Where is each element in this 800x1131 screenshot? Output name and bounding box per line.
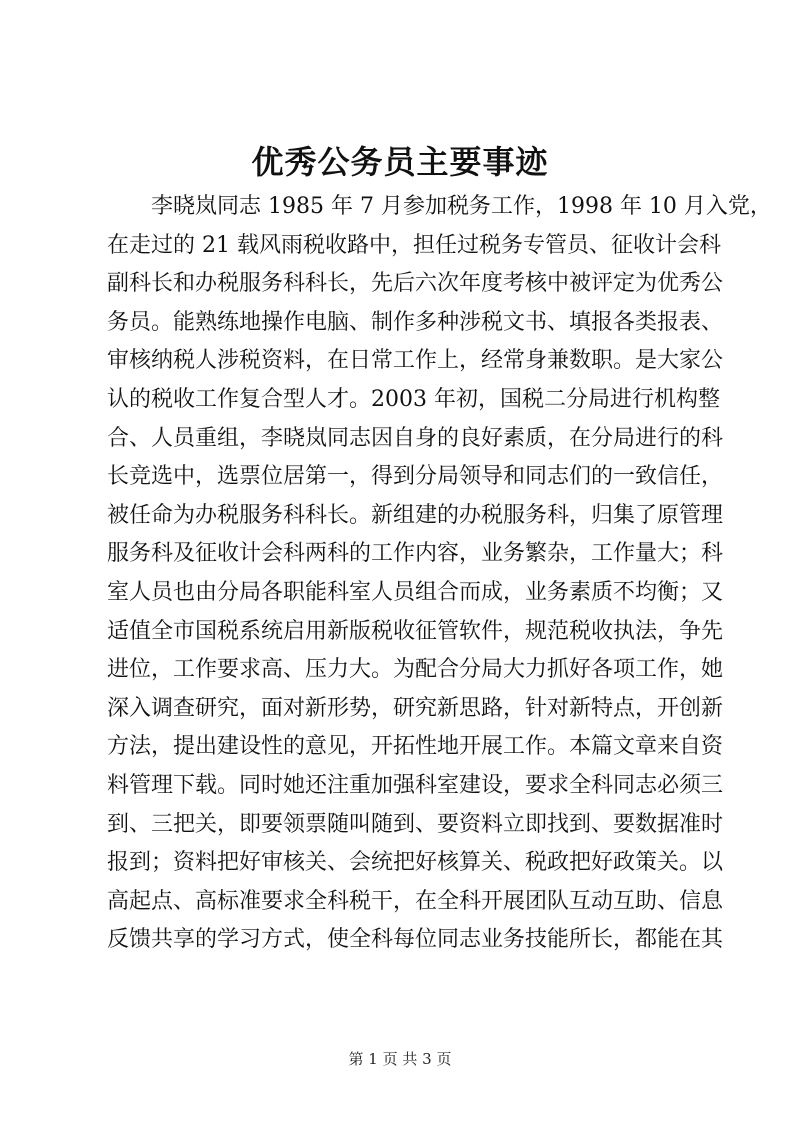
body-line: 服务科及征收计会科两科的工作内容，业务繁杂，工作量大；科: [107, 541, 724, 567]
body-line: 方法，提出建设性的意见，开拓性地开展工作。本篇文章来自资: [107, 734, 724, 760]
body-line: 长竞选中，选票位居第一，得到分局领导和同志们的一致信任，: [107, 464, 724, 490]
body-line: 副科长和办税服务科科长，先后六次年度考核中被评定为优秀公: [107, 271, 724, 297]
body-line: 到、三把关，即要领票随叫随到、要资料立即找到、要数据准时: [107, 811, 724, 837]
page-footer: 第 1 页 共 3 页: [348, 1050, 452, 1068]
body-line: 深入调查研究，面对新形势，研究新思路，针对新特点，开创新: [107, 695, 724, 721]
body-line: 李晓岚同志 1985 年 7 月参加税务工作，1998 年 10 月入党，: [151, 194, 772, 219]
document-body: [107, 188, 772, 960]
body-line: 认的税收工作复合型人才。2003 年初，国税二分局进行机构整: [107, 386, 720, 412]
body-line: 合、人员重组，李晓岚同志因自身的良好素质，在分局进行的科: [107, 425, 724, 451]
body-line: 适值全市国税系统启用新版税收征管软件，规范税收执法，争先: [107, 618, 724, 644]
body-line: 在走过的 21 载风雨税收路中，担任过税务专管员、征收计会科: [107, 232, 721, 258]
page-title: 优秀公务员主要事迹: [251, 143, 549, 181]
body-line: 报到；资料把好审核关、会统把好核算关、税政把好政策关。以: [107, 850, 724, 876]
body-line: 审核纳税人涉税资料，在日常工作上，经常身兼数职。是大家公: [107, 348, 724, 374]
body-line: 务员。能熟练地操作电脑、制作多种涉税文书、填报各类报表、: [107, 309, 724, 335]
body-line: 进位，工作要求高、压力大。为配合分局大力抓好各项工作，她: [107, 657, 724, 683]
body-line: 反馈共享的学习方式，使全科每位同志业务技能所长，都能在其: [107, 927, 724, 953]
body-line: 高起点、高标准要求全科税干，在全科开展团队互动互助、信息: [107, 888, 724, 914]
body-line: 料管理下载。同时她还注重加强科室建设，要求全科同志必须三: [107, 772, 724, 798]
body-line: 室人员也由分局各职能科室人员组合而成，业务素质不均衡；又: [107, 579, 724, 605]
body-line: 被任命为办税服务科科长。新组建的办税服务科，归集了原管理: [107, 502, 724, 528]
